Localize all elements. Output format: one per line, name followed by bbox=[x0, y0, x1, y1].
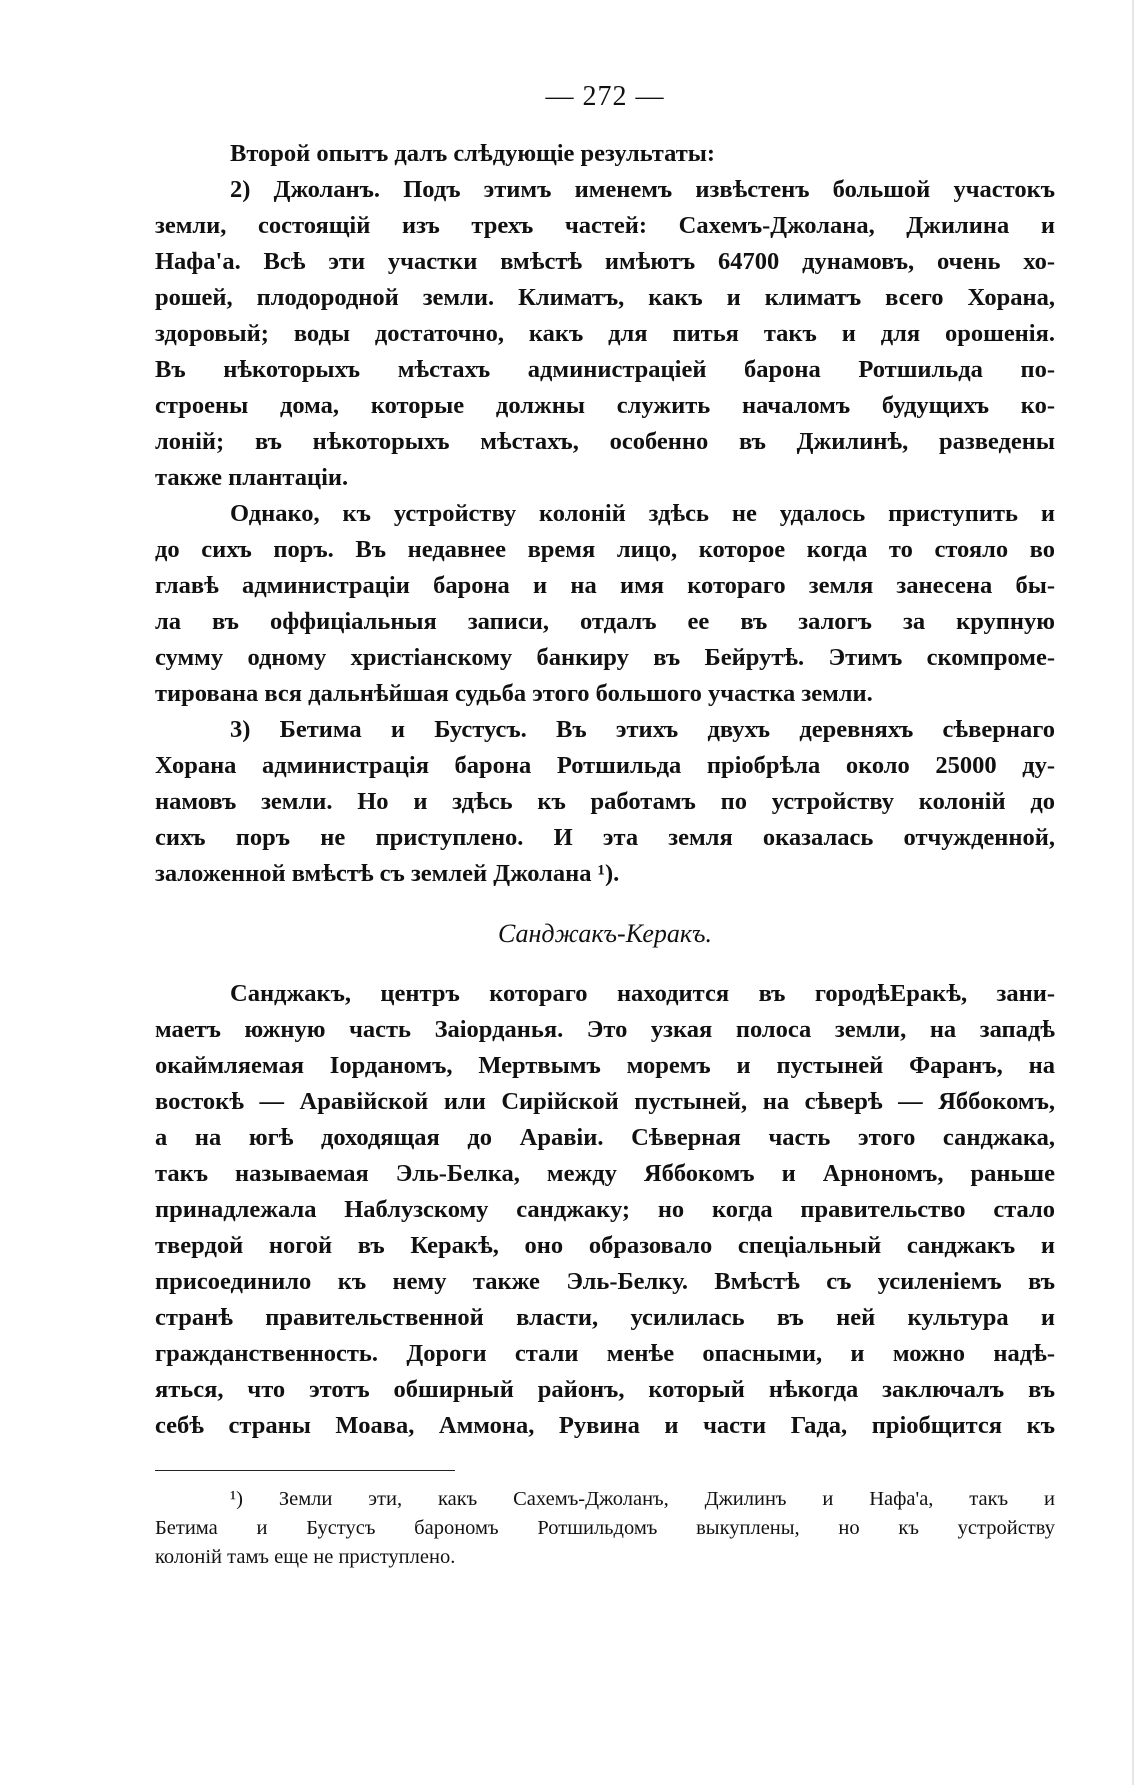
text-line: себѣ страны Моава, Аммона, Рувина и части Гада, пріобщится къ bbox=[155, 1412, 1055, 1439]
footnote-line: ¹) Земли эти, какъ Сахемъ-Джоланъ, Джилинъ и Нафа'а, такъ и bbox=[230, 1488, 1055, 1510]
footnote-line: колоній тамъ еще не приступлено. bbox=[155, 1546, 456, 1568]
footnote-separator bbox=[155, 1470, 455, 1471]
text-line: а на югѣ доходящая до Аравіи. Сѣверная часть этого санджака, bbox=[155, 1124, 1055, 1151]
section-title: Санджакъ-Керакъ. bbox=[497, 919, 713, 948]
text-line: 3) Бетима и Бустусъ. Въ этихъ двухъ деревняхъ сѣвернаго bbox=[230, 716, 1055, 743]
text-line: Однако, къ устройству колоній здѣсь не удалось приступить и bbox=[230, 500, 1055, 527]
text-line: земли, состоящій изъ трехъ частей: Сахемъ-Джолана, Джилина и bbox=[155, 212, 1055, 239]
footnote-line: Бетима и Бустусъ барономъ Ротшильдомъ выкуплены, но къ устройству bbox=[155, 1517, 1055, 1539]
text-line: тирована вся дальнѣйшая судьба этого большого участка земли. bbox=[155, 680, 873, 707]
page-number: — 272 — bbox=[545, 81, 665, 112]
text-line: Санджакъ, центръ котораго находится въ городѣЕракѣ, зани- bbox=[230, 980, 1055, 1007]
text-line: принадлежала Наблузскому санджаку; но когда правительство стало bbox=[155, 1196, 1055, 1223]
text-line: гражданственность. Дороги стали менѣе опасными, и можно надѣ- bbox=[155, 1340, 1055, 1367]
text-line: намовъ земли. Но и здѣсь къ работамъ по устройству колоній до bbox=[155, 788, 1055, 815]
text-line: яться, что этотъ обширный районъ, который нѣкогда заключалъ въ bbox=[155, 1376, 1055, 1403]
text-line: странѣ правительственной власти, усилилась въ ней культура и bbox=[155, 1304, 1055, 1331]
paragraph-sandzhak bbox=[155, 976, 1055, 1444]
text-line: до сихъ поръ. Въ недавнее время лицо, которое когда то стояло во bbox=[155, 536, 1055, 563]
text-line: Хорана администрація барона Ротшильда пріобрѣла около 25000 ду- bbox=[155, 752, 1055, 779]
text-line: Въ нѣкоторыхъ мѣстахъ администраціей барона Ротшильда по- bbox=[155, 356, 1055, 383]
text-line: главѣ администраціи барона и на имя котораго земля занесена бы- bbox=[155, 572, 1055, 599]
text-line: также плантаціи. bbox=[155, 464, 349, 491]
text-line: такъ называемая Эль-Белка, между Яббокомъ и Арнономъ, раньше bbox=[155, 1160, 1055, 1187]
paragraph-betima bbox=[155, 712, 1055, 892]
text-line: рошей, плодородной земли. Климатъ, какъ и климатъ всего Хорана, bbox=[155, 284, 1055, 311]
text-line: окаймляемая Іорданомъ, Мертвымъ моремъ и пустыней Фаранъ, на bbox=[155, 1052, 1055, 1079]
text-line: твердой ногой въ Керакѣ, оно образовало спеціальный санджакъ и bbox=[155, 1232, 1055, 1259]
paragraph-odnako bbox=[155, 496, 1055, 712]
text-line: Второй опытъ далъ слѣдующіе результаты: bbox=[230, 140, 716, 167]
page-edge-shadow bbox=[1132, 0, 1134, 1785]
text-line: сихъ поръ не приступлено. И эта земля оказалась отчужденной, bbox=[155, 824, 1055, 851]
paragraph-intro bbox=[155, 136, 1055, 172]
text-line: лоній; въ нѣкоторыхъ мѣстахъ, особенно въ Джилинѣ, разведены bbox=[155, 428, 1055, 455]
text-line: 2) Джоланъ. Подъ этимъ именемъ извѣстенъ большой участокъ bbox=[230, 176, 1055, 203]
text-line: востокѣ — Аравійской или Сирійской пустыней, на сѣверѣ — Яббокомъ, bbox=[155, 1088, 1055, 1115]
text-line: присоединило къ нему также Эль-Белку. Вмѣстѣ съ усиленіемъ въ bbox=[155, 1268, 1055, 1295]
text-line: маетъ южную часть Заіорданья. Это узкая полоса земли, на западѣ bbox=[155, 1016, 1055, 1043]
text-line: Нафа'а. Всѣ эти участки вмѣстѣ имѣютъ 64700 дунамовъ, очень хо- bbox=[155, 248, 1055, 275]
footnote bbox=[155, 1485, 1055, 1572]
text-line: сумму одному христіанскому банкиру въ Бейрутѣ. Этимъ скомпроме- bbox=[155, 644, 1055, 671]
text-line: строены дома, которые должны служить началомъ будущихъ ко- bbox=[155, 392, 1055, 419]
paragraph-dzholan bbox=[155, 172, 1055, 496]
text-line: здоровый; воды достаточно, какъ для питья такъ и для орошенія. bbox=[155, 320, 1055, 347]
document-page bbox=[155, 80, 1055, 1572]
text-line: заложенной вмѣстѣ съ землей Джолана ¹). bbox=[155, 860, 620, 887]
text-line: ла въ оффиціальныя записи, отдалъ ее въ залогъ за крупную bbox=[155, 608, 1055, 635]
